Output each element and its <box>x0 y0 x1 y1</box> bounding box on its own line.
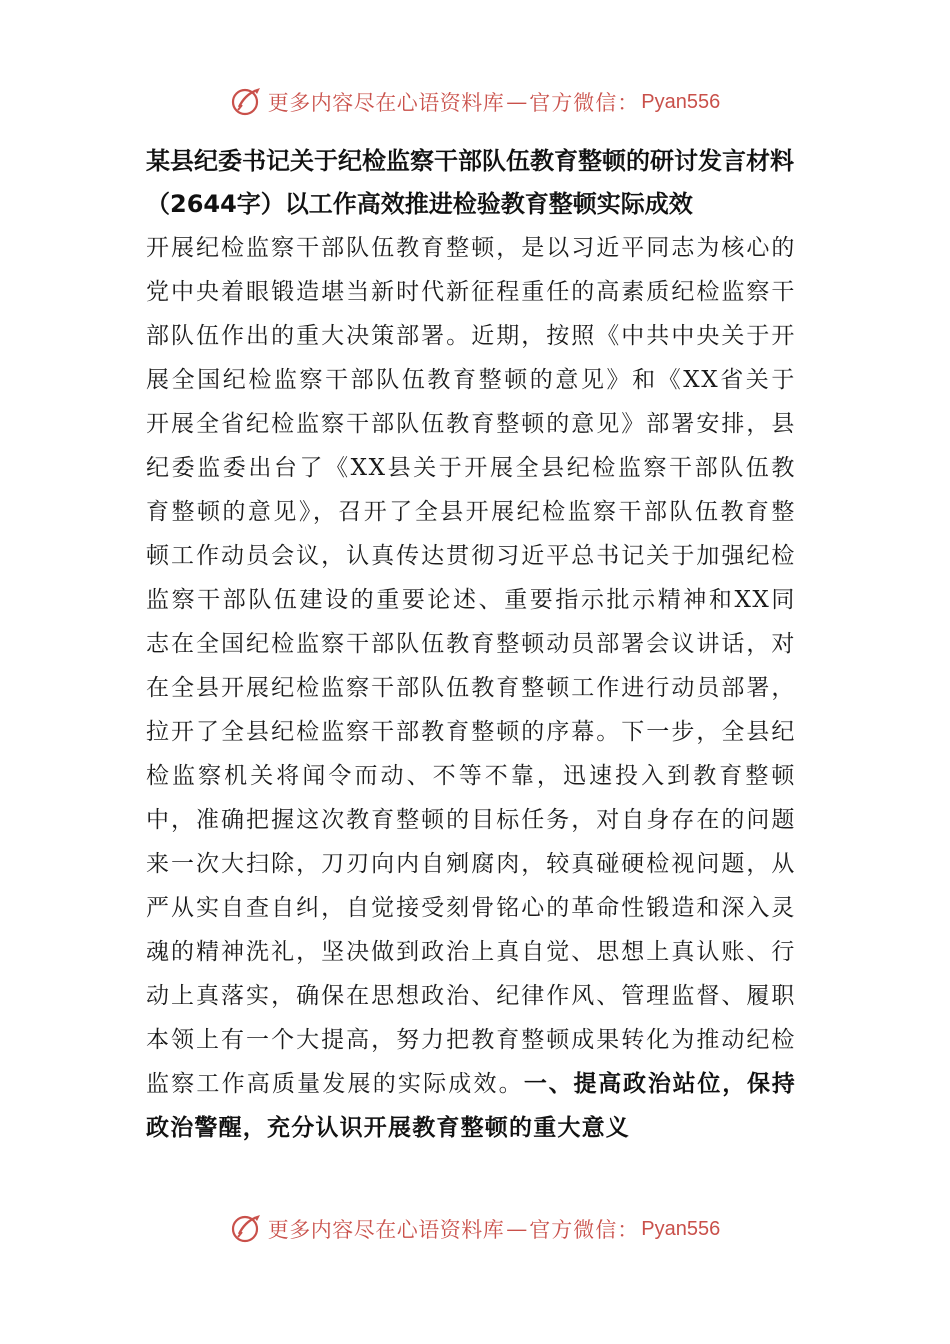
banner-main-text: 更多内容尽在心语资料库 <box>267 91 505 115</box>
banner-official-label: 官方微信： <box>529 1218 640 1242</box>
pen-logo-icon <box>230 1212 264 1246</box>
document-body <box>146 226 796 1150</box>
banner-dash: — <box>506 90 528 114</box>
document-title: 某县纪委书记关于纪检监察干部队伍教育整顿的研讨发言材料（2644字）以工作高效推进检验教育整顿实际成效 <box>146 147 794 218</box>
banner-official-label: 官方微信： <box>529 91 640 115</box>
banner-dash: — <box>506 1217 528 1241</box>
section-heading: 一、提高政治站位，保持政治警醒，充分认识开展教育整顿的重大意义 <box>146 1071 797 1141</box>
banner-main-text: 更多内容尽在心语资料库 <box>267 1218 505 1242</box>
banner-wechat-id: Pyan556 <box>641 90 721 113</box>
pen-logo-icon <box>230 85 264 119</box>
document-content <box>146 140 796 1150</box>
footer-watermark-banner <box>0 1209 950 1249</box>
header-watermark-banner <box>0 82 950 122</box>
body-paragraph: 开展纪检监察干部队伍教育整顿，是以习近平同志为核心的党中央着眼锻造堪当新时代新征程重任的高素质纪检监察干部队伍作出的重大决策部署。近期，按照《中共中央关于开展全国纪检监察干部队伍教育整顿的意见》和《XX省关于开展全省纪检监察干部队伍教育整顿的意见》部署安排，县纪委监委出台了《XX县关于开展全县纪检监察干部队伍教育整顿的意见》，召开了全县开展纪检监察干部队伍教育整顿工作动员会议，认真传达贯彻习近平总书记关于加强纪检监察干部队伍建设的重要论述、重要指示批示精神和XX同志在全国纪检监察干部队伍教育整顿动员部署会议讲话，对在全县开展纪检监察干部队伍教育整顿工作进行动员部署，拉开了全县纪检监察干部教育整顿的序幕。下一步，全县纪检监察机关将闻令而动、不等不靠，迅速投入到教育整顿中，准确把握这次教育整顿的目标任务，对自身存在的问题来一次大扫除，刀刃向内自剜腐肉，较真碰硬检视问题，从严从实自查自纠，自觉接受刻骨铭心的革命性锻造和深入灵魂的精神洗礼，坚决做到政治上真自觉、思想上真认账、行动上真落实，确保在思想政治、纪律作风、管理监督、履职本领上有一个大提高，努力把教育整顿成果转化为推动纪检监察工作高质量发展的实际成效。 <box>146 235 796 1097</box>
banner-wechat-id: Pyan556 <box>641 1217 721 1240</box>
